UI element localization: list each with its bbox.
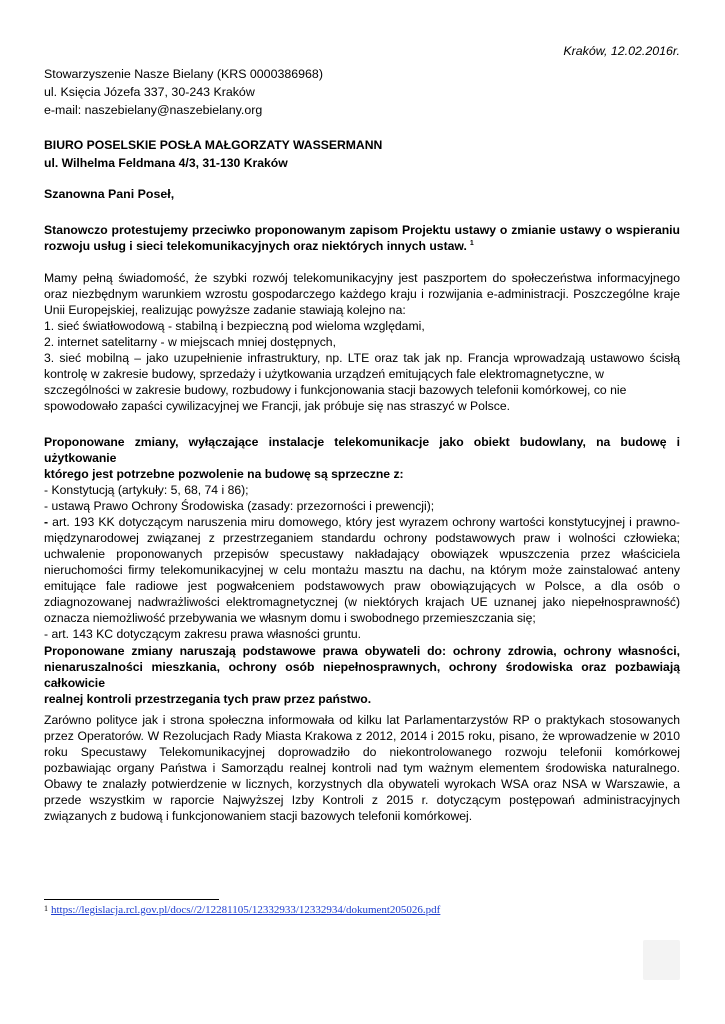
bullet-art-193-cont: zdiagnozowanej nadwrażliwości elektromagnetycznej (w niektórych krajach UE uznanej jako niepełnosprawność) [44, 595, 680, 609]
protest-paragraph [44, 222, 680, 254]
sender-block [44, 65, 684, 119]
bullet-art-193-cont: nieruchomości firmy telekomunikacyjnej w celu montażu masztu na dachu, na którym może zainstalować anteny [44, 563, 680, 577]
closing-paragraph [44, 712, 680, 824]
intro-paragraph [44, 270, 680, 414]
footnote [44, 904, 440, 916]
recipient-block [44, 136, 684, 172]
bullet-environment-law: - ustawą Prawo Ochrony Środowiska (zasady: przezorności i prewencji); [44, 499, 435, 513]
page-watermark-mark [643, 940, 680, 980]
protest-line: Stanowczo protestujemy przeciwko proponowanym zapisom Projektu ustawy o zmianie ustawy o wspieraniu [44, 223, 680, 237]
recipient-address: ul. Wilhelma Feldmana 4/3, 31-130 Kraków [44, 156, 288, 170]
footnote-marker: 1 [44, 904, 48, 913]
dateline: Kraków, 12.02.2016r. [563, 44, 680, 58]
list-item-satellite: 2. internet satelitarny - w miejscach mniej dostępnych, [44, 335, 336, 349]
sender-address: ul. Księcia Józefa 337, 30-243 Kraków [44, 85, 255, 99]
bullet-art-193-cont: uchwalenie proponowanych przepisów specustawy nakładający obowiązek wpuszczenia przez właściciela [44, 547, 680, 561]
closing-line: pozbawiając organy Państwa i Samorządu realnej kontroli nad tym ważnym elementem środowiska naturalnego. [44, 761, 680, 775]
rights-line: realnej kontroli przestrzegania tych praw przez państwo. [44, 692, 372, 706]
bullet-art-193-cont: oznacza niemożliwość przebywania we własnym domu i swobodnego przemieszczania się; [44, 611, 536, 625]
bullet-art-143-kc: - art. 143 KC dotyczącym zakresu prawa własności gruntu. [44, 627, 362, 641]
bullet-art-193-kk [44, 514, 680, 530]
bullet-art-193-cont: emitujące fale radiowe jest pogwałceniem podstawowych praw obowiązujących w Polsce, a dla osób o [44, 579, 680, 593]
rights-paragraph [44, 643, 680, 707]
bullet-art-193-cont: międzynarodowej związanej z przestrzeganiem standardu ochrony podstawowych praw i wolności człowieka; [44, 531, 680, 545]
footnote-divider [44, 899, 219, 900]
footnote-ref[interactable]: 1 [469, 240, 474, 247]
intro-line: oraz niezbędnym warunkiem wzrostu gospodarczego każdego kraju i rozwijania e-administracji. Poszczególne kraje [44, 287, 680, 301]
list-item-fiber: 1. sieć światłowodową - stabilną i bezpieczną pod wieloma względami, [44, 319, 425, 333]
list-item-mobile: 3. sieć mobilną – jako uzupełnienie infrastruktury, np. LTE oraz tak jak np. Francja wprowadzają ustawowo ścisłą [44, 351, 680, 365]
protest-line-text: rozwoju usług i sieci telekomunikacyjnych oraz niektórych innych ustaw. [44, 239, 467, 253]
intro-line: Unii Europejskiej, realizując powyższe zadanie stawiają kolejno na: [44, 303, 406, 317]
rights-line: nienaruszalności mieszkania, ochrony osób niepełnosprawnych, ochrony środowiska oraz pozbawiają całkowicie [44, 660, 680, 690]
greeting: Szanowna Pani Poseł, [44, 187, 175, 201]
list-item-mobile-cont: szczególności w zakresie budowy, rozbudowy i funkcjonowania stacji bazowych telefonii komórkowej, co nie [44, 383, 627, 397]
closing-line: roku Specustawy Telekomunikacyjnej doprowadziło do niekontrolowanego rozwoju telefonii komórkowej [44, 745, 680, 759]
sender-name: Stowarzyszenie Nasze Bielany (KRS 0000386968) [44, 67, 323, 81]
closing-line: przede wszystkim w raporcie Najwyższej Izby Kontroli z 2015 r. dotyczącym postępowań administracyjnych [44, 793, 680, 807]
changes-section [44, 434, 680, 642]
sender-email: e-mail: naszebielany@naszebielany.org [44, 103, 263, 117]
changes-heading: Proponowane zmiany, wyłączające instalacje telekomunikacje jako obiekt budowlany, na budowę i użytkowanie [44, 435, 680, 465]
list-item-mobile-cont: spowodowało zapaści cywilizacyjnej we Francji, jak próbuje się nas straszyć w Polsce. [44, 399, 511, 413]
closing-line: Zarówno polityce jak i strona społeczna informowała od kilku lat Parlamentarzystów RP o praktykach stosowanych [44, 713, 680, 727]
intro-line: Mamy pełną świadomość, że szybki rozwój telekomunikacyjny jest paszportem do społeczeństwa informacyjnego [44, 271, 680, 285]
footnote-link[interactable]: https://legislacja.rcl.gov.pl/docs//2/12281105/12332933/12332934/dokument205026.pdf [51, 904, 441, 916]
bullet-constitution: - Konstytucją (artykuły: 5, 68, 74 i 86); [44, 483, 249, 497]
changes-heading-cont: którego jest potrzebne pozwolenie na budowę są sprzeczne z: [44, 467, 404, 481]
closing-line: związanych z budową i funkcjonowaniem stacji bazowych telefonii komórkowej. [44, 809, 473, 823]
bullet-dash: - [44, 515, 49, 529]
rights-line: Proponowane zmiany naruszają podstawowe prawa obywateli do: ochrony zdrowia, ochrony własności, [44, 644, 680, 658]
recipient-office: BIURO POSELSKIE POSŁA MAŁGORZATY WASSERMANN [44, 138, 383, 152]
protest-line-2 [44, 238, 680, 254]
bullet-text: art. 193 KK dotyczącym naruszenia miru domowego, który jest wyrazem ochrony wartości konstytucyjnej i prawno- [48, 515, 680, 529]
closing-line: przez Operatorów. W Rezolucjach Rady Miasta Krakowa z 2012, 2014 i 2015 roku, pisano, że wprowadzenie w 2010 [44, 729, 680, 743]
list-item-mobile-cont: kontrolę w zakresie budowy, sprzedaży i użytkowania urządzeń emitujących fale elektromagnetyczne, w [44, 367, 604, 381]
closing-line: Obawy te znalazły potwierdzenie w licznych, korzystnych dla obywateli wyrokach WSA oraz NSA w Warszawie, a [44, 777, 680, 791]
